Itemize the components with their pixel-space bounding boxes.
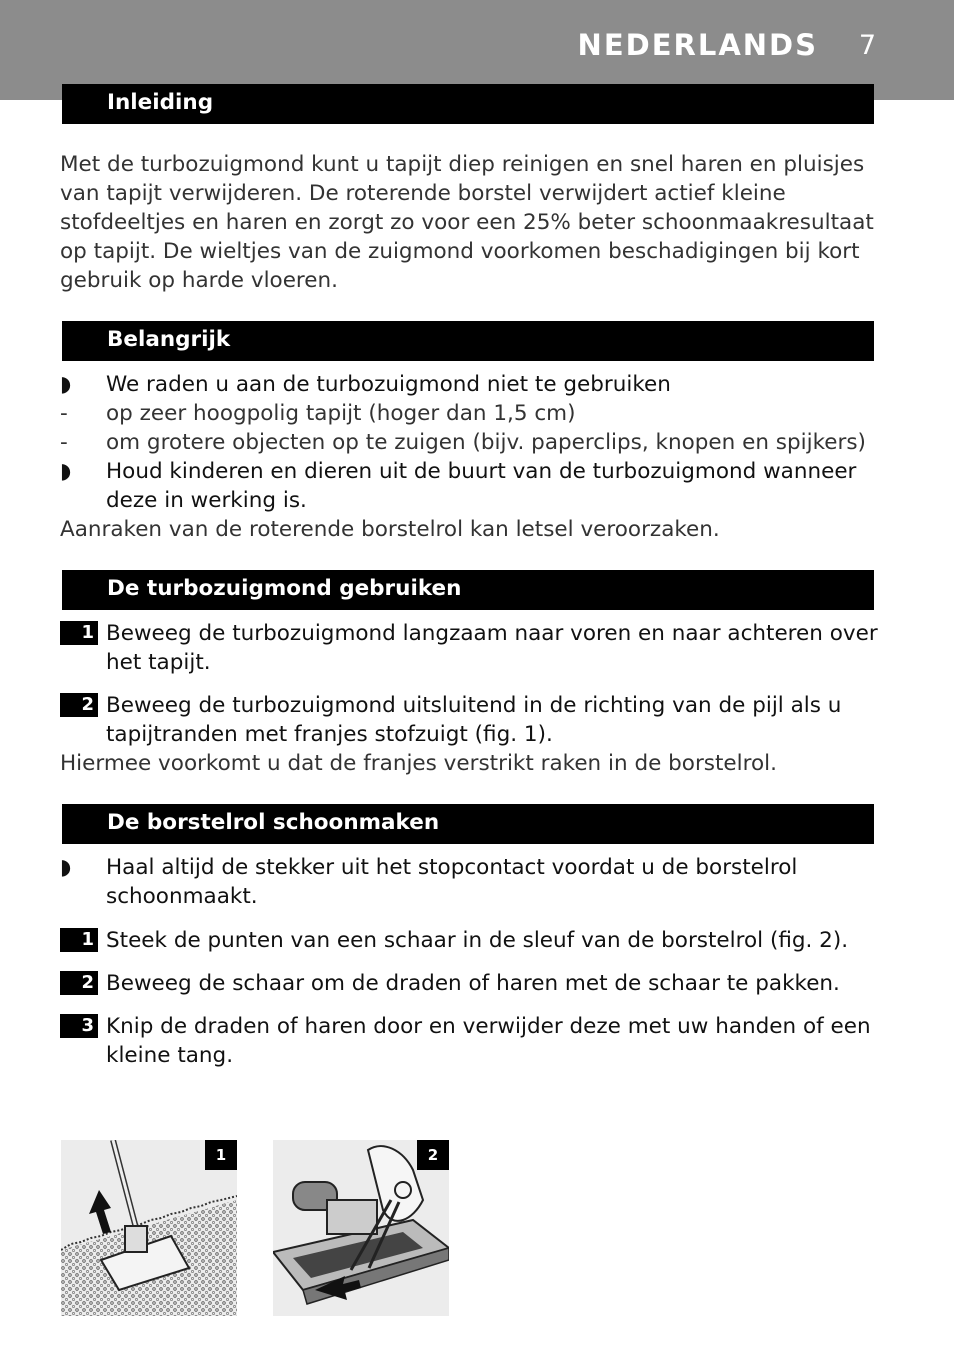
dash-text: op zeer hoogpolig tapijt (hoger dan 1,5 cm)	[106, 401, 576, 426]
section-heading-label: De turbozuigmond gebruiken	[107, 576, 462, 601]
step-item	[60, 926, 880, 955]
bullet-icon: ◗	[60, 372, 72, 397]
step-text: Beweeg de turbozuigmond langzaam naar voren en naar achteren over het tapijt.	[106, 621, 878, 675]
step-number-badge: 2	[60, 971, 98, 995]
step-item	[60, 969, 880, 998]
step-item	[60, 691, 880, 749]
step-number-badge: 1	[60, 928, 98, 952]
dash-item	[60, 399, 880, 428]
intro-paragraph: Met de turbozuigmond kunt u tapijt diep reinigen en snel haren en pluisjes van tapijt verwijderen. De roterende borstel verwijdert actief kleine stofdeeltjes en haren en zorgt zo voor een 25% beter schoonmaakresultaat op tapijt. De wieltjes van de zuigmond voorkomen beschadigingen bij kort gebruik op harde vloeren.	[60, 152, 874, 293]
dash-icon: -	[60, 401, 68, 426]
figure-1-vacuum-on-carpet	[61, 1140, 237, 1316]
bullet-icon: ◗	[60, 855, 72, 880]
language-title: NEDERLANDS	[577, 28, 818, 62]
figure-label: 2	[417, 1140, 449, 1170]
section-heading-label: Belangrijk	[107, 327, 231, 352]
bullet-text: Houd kinderen en dieren uit de buurt van de turbozuigmond wanneer deze in werking is.	[106, 459, 857, 513]
section-heading-label: De borstelrol schoonmaken	[107, 810, 440, 835]
dash-icon: -	[60, 430, 68, 455]
bullet-item	[60, 370, 880, 399]
step-number-badge: 1	[60, 621, 98, 645]
bullet-item	[60, 457, 880, 515]
usage-note: Hiermee voorkomt u dat de franjes verstrikt raken in de borstelrol.	[60, 751, 777, 776]
bullet-icon: ◗	[60, 459, 72, 484]
step-number-badge: 2	[60, 693, 98, 717]
figure-label: 1	[205, 1140, 237, 1170]
figure-2-scissors-brush-roll	[273, 1140, 449, 1316]
page-number: 7	[858, 30, 876, 61]
step-text: Steek de punten van een schaar in de sleuf van de borstelrol (fig. 2).	[106, 928, 849, 953]
dash-text: om grotere objecten op te zuigen (bijv. paperclips, knopen en spijkers)	[106, 430, 866, 455]
bullet-text: We raden u aan de turbozuigmond niet te gebruiken	[106, 372, 671, 397]
dash-item	[60, 428, 880, 457]
section-heading-cleaning	[62, 804, 874, 844]
step-number-badge: 3	[60, 1014, 98, 1038]
step-item	[60, 1012, 880, 1070]
section-heading-usage	[62, 570, 874, 610]
important-note: Aanraken van de roterende borstelrol kan letsel veroorzaken.	[60, 517, 720, 542]
section-heading-important	[62, 321, 874, 361]
section-heading-label: Inleiding	[107, 90, 214, 115]
step-text: Beweeg de turbozuigmond uitsluitend in de richting van de pijl als u tapijtranden met franjes stofzuigt (fig. 1).	[106, 693, 842, 747]
step-text: Knip de draden of haren door en verwijder deze met uw handen of een kleine tang.	[106, 1014, 871, 1068]
section-heading-intro	[62, 84, 874, 124]
step-item	[60, 619, 880, 677]
step-text: Beweeg de schaar om de draden of haren met de schaar te pakken.	[106, 971, 840, 996]
bullet-text: Haal altijd de stekker uit het stopcontact voordat u de borstelrol schoonmaakt.	[106, 855, 798, 909]
bullet-item	[60, 853, 880, 911]
